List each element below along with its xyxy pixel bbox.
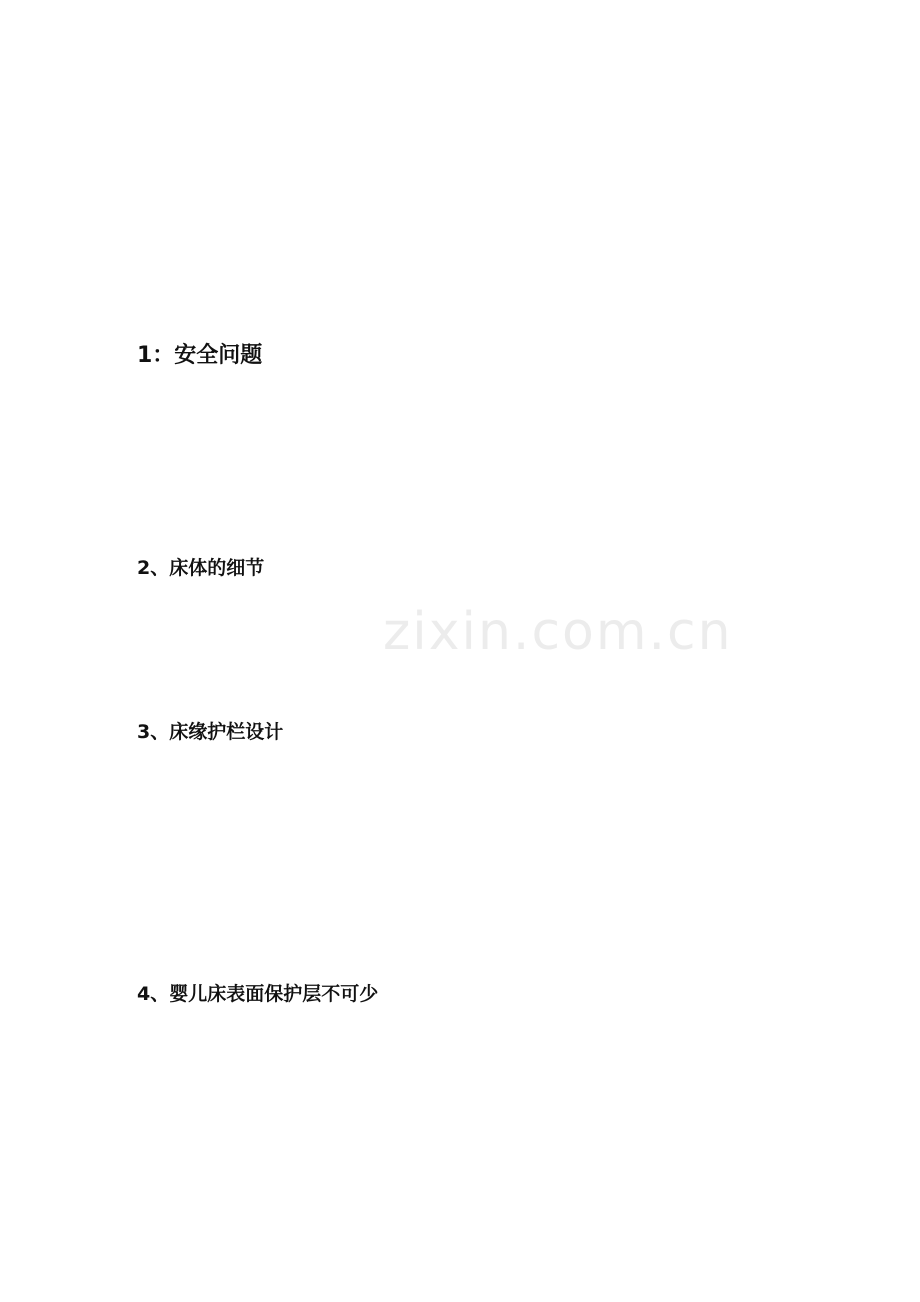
section-heading-safety: 1：安全问题 [137,343,263,368]
section-heading-surface-coating: 4、婴儿床表面保护层不可少 [137,983,379,1005]
section-heading-guardrail: 3、床缘护栏设计 [137,721,284,743]
watermark: zixin.com.cn [383,602,733,662]
section-heading-bed-details: 2、床体的细节 [137,557,265,579]
